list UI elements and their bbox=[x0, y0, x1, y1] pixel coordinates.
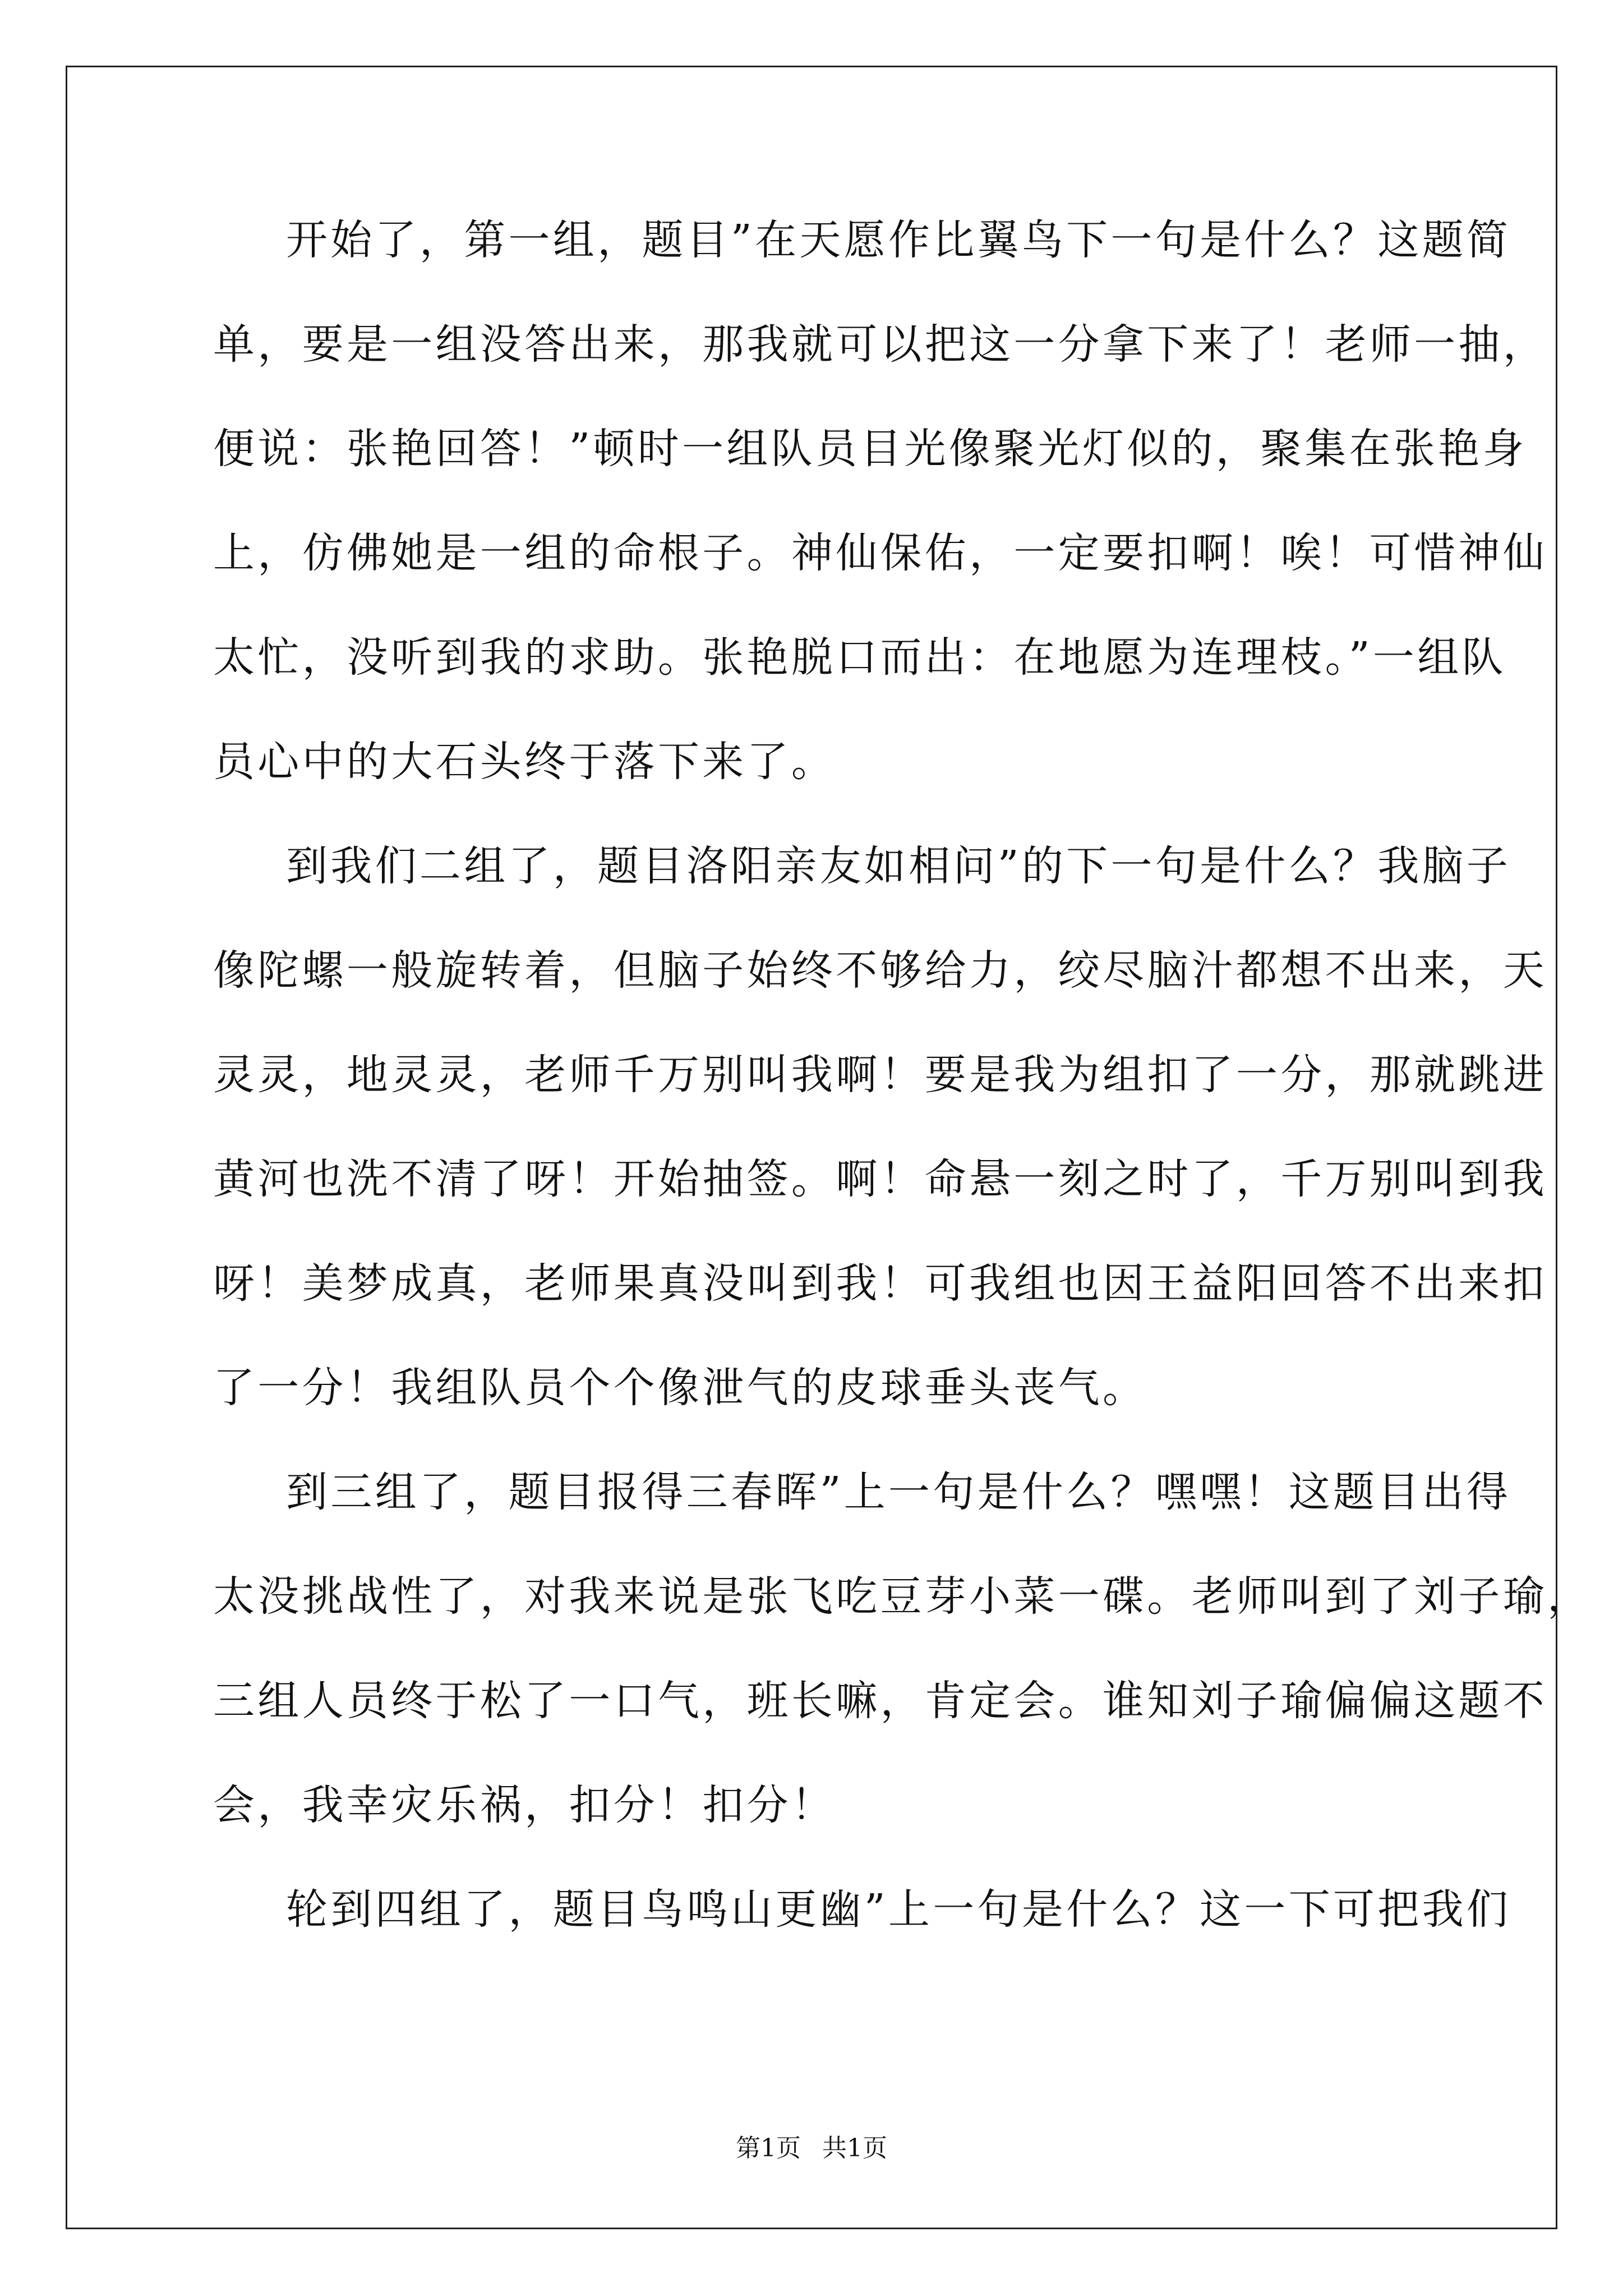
paragraph-3-line-3: 三组人员终于松了一口气，班长嘛，肯定会。谁知刘子瑜偏偏这题不 bbox=[213, 1677, 1547, 1725]
page-number-current: 第1页 bbox=[736, 2134, 801, 2162]
paragraph-1-line-1: 开始了，第一组，题目”在天愿作比翼鸟下一句是什么？这题简 bbox=[286, 216, 1511, 264]
paragraph-1-line-6: 员心中的大石头终于落下来了。 bbox=[213, 738, 836, 786]
paragraph-1-line-3: 便说：张艳回答！”顿时一组队员目光像聚光灯似的，聚集在张艳身 bbox=[213, 425, 1527, 473]
paragraph-2-line-4: 黄河也洗不清了呀！开始抽签。啊！命悬一刻之时了，千万别叫到我 bbox=[213, 1155, 1547, 1203]
paragraph-4-line-1: 轮到四组了，题目鸟鸣山更幽”上一句是什么？这一下可把我们 bbox=[286, 1885, 1511, 1934]
paragraph-3-line-2: 太没挑战性了，对我来说是张飞吃豆芽小菜一碟。老师叫到了刘子瑜， bbox=[213, 1572, 1592, 1621]
paragraph-3-line-4: 会，我幸灾乐祸，扣分！扣分！ bbox=[213, 1781, 836, 1829]
page-number-total: 共1页 bbox=[822, 2134, 887, 2162]
paragraph-1-line-5: 太忙，没听到我的求助。张艳脱口而出：在地愿为连理枝。”一组队 bbox=[213, 633, 1506, 682]
page-footer bbox=[0, 2132, 1623, 2165]
paragraph-1-line-2: 单，要是一组没答出来，那我就可以把这一分拿下来了！老师一抽， bbox=[213, 320, 1547, 369]
paragraph-1-line-4: 上，仿佛她是一组的命根子。神仙保佑，一定要扣啊！唉！可惜神仙 bbox=[213, 529, 1547, 577]
paragraph-2-line-6: 了一分！我组队员个个像泄气的皮球垂头丧气。 bbox=[213, 1364, 1147, 1412]
paragraph-2-line-5: 呀！美梦成真，老师果真没叫到我！可我组也因王益阳回答不出来扣 bbox=[213, 1259, 1547, 1308]
paragraph-2-line-3: 灵灵，地灵灵，老师千万别叫我啊！要是我为组扣了一分，那就跳进 bbox=[213, 1051, 1547, 1099]
paragraph-2-line-1: 到我们二组了，题目洛阳亲友如相问”的下一句是什么？我脑子 bbox=[286, 842, 1511, 890]
paragraph-3-line-1: 到三组了，题目报得三春晖”上一句是什么？嘿嘿！这题目出得 bbox=[286, 1468, 1511, 1516]
paragraph-2-line-2: 像陀螺一般旋转着，但脑子始终不够给力，绞尽脑汁都想不出来，天 bbox=[213, 946, 1547, 995]
